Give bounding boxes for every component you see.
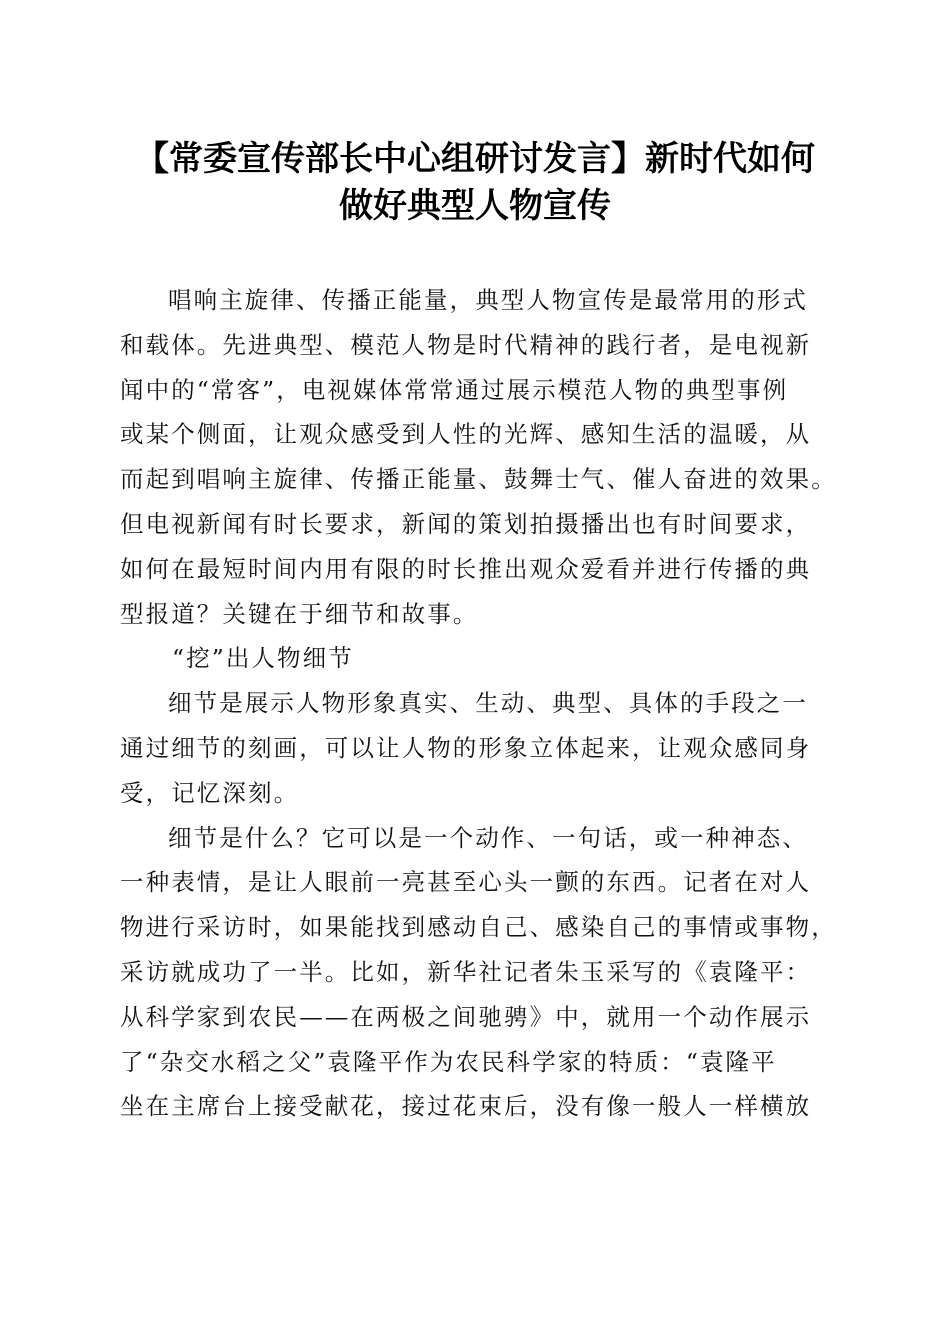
document-title-line-1: 【常委宣传部长中心组研讨发言】新时代如何 [135, 139, 815, 179]
text-line: 闻中的“常客”，电视媒体常常通过展示模范人物的典型事例 [120, 375, 789, 404]
document-title-line-2: 做好典型人物宣传 [339, 186, 611, 226]
text-line: 坐在主席台上接受献花，接过花束后，没有像一般人一样横放 [120, 1092, 812, 1121]
document-body [120, 278, 840, 1129]
text-line: 唱响主旋律、传播正能量，典型人物宣传是最常用的形式 [168, 286, 808, 314]
text-line: 了“杂交水稻之父”袁隆平作为农民科学家的特质：“袁隆平 [120, 1047, 777, 1076]
text-line: 采访就成功了一半。比如，新华社记者朱玉采写的《袁隆平： [120, 957, 812, 986]
section-heading: “挖”出人物细节 [172, 644, 354, 673]
text-line: 或某个侧面，让观众感受到人性的光辉、感知生活的温暖，从 [120, 420, 812, 449]
text-line: 型报道？关键在于细节和故事。 [120, 599, 479, 628]
text-line: 如何在最短时间内用有限的时长推出观众爱看并进行传播的典 [120, 554, 812, 583]
text-line: 从科学家到农民——在两极之间驰骋》中，就用一个动作展示 [120, 1002, 812, 1031]
text-line: 通过细节的刻画，可以让人物的形象立体起来，让观众感同身 [120, 733, 812, 762]
text-line: 受，记忆深刻。 [120, 778, 300, 807]
text-line: 物进行采访时，如果能找到感动自己、感染自己的事情或事物， [120, 913, 837, 942]
text-line: 而起到唱响主旋律、传播正能量、鼓舞士气、催人奋进的效果。 [120, 465, 837, 494]
text-line: 细节是什么？它可以是一个动作、一句话，或一种神态、 [168, 823, 808, 852]
text-line: 但电视新闻有时长要求，新闻的策划拍摄播出也有时间要求， [120, 509, 812, 538]
text-line: 细节是展示人物形象真实、生动、典型、具体的手段之一 [168, 689, 808, 718]
text-line: 和载体。先进典型、模范人物是时代精神的践行者，是电视新 [120, 330, 812, 359]
text-line: 一种表情，是让人眼前一亮甚至心头一颤的东西。记者在对人 [120, 868, 812, 897]
